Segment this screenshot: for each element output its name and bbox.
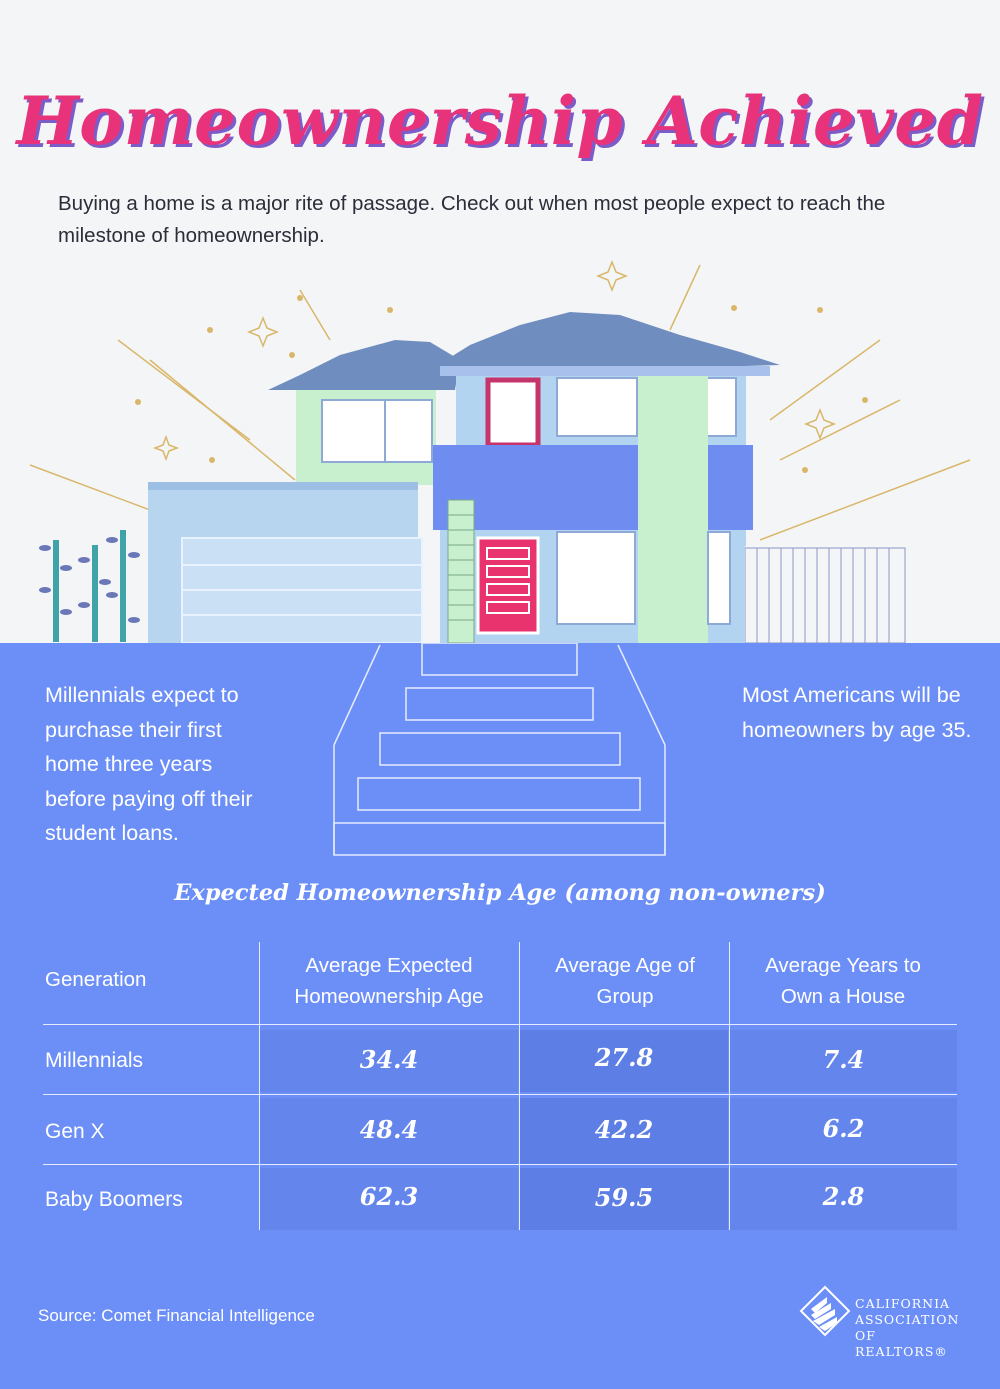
boomers-years-to-own: 2.8 bbox=[822, 1182, 865, 1211]
bamboo-plant bbox=[39, 530, 140, 642]
genx-years-to-own: 6.2 bbox=[822, 1114, 865, 1143]
source-credit: Source: Comet Financial Intelligence bbox=[38, 1306, 315, 1325]
genx-avg-age: 42.2 bbox=[594, 1115, 654, 1144]
logo-wordmark bbox=[855, 1296, 967, 1360]
boomers-avg-age: 59.5 bbox=[594, 1183, 654, 1212]
logo-line-3: OF REALTORS® bbox=[855, 1328, 948, 1359]
millennials-expected-age: 34.4 bbox=[359, 1045, 419, 1074]
realtors-emblem-icon bbox=[797, 1283, 853, 1353]
logo-line-2: ASSOCIATION bbox=[855, 1312, 960, 1327]
front-window bbox=[557, 532, 635, 624]
header-avg-age: Average Age of Group bbox=[555, 954, 695, 1008]
table-title: Expected Homeownership Age (among non-owners) bbox=[174, 880, 826, 906]
header-generation: Generation bbox=[45, 968, 147, 991]
left-roof bbox=[268, 340, 460, 390]
front-stairs bbox=[300, 643, 700, 863]
genx-expected-age: 48.4 bbox=[359, 1115, 419, 1144]
boomers-expected-age: 62.3 bbox=[359, 1182, 419, 1211]
millennials-years-to-own: 7.4 bbox=[822, 1045, 865, 1074]
row-label-gen-x: Gen X bbox=[45, 1120, 105, 1143]
millennials-note: Millennials expect to purchase their first home three years before paying off their student loans. bbox=[45, 683, 253, 845]
upper-door-frame bbox=[488, 380, 538, 445]
header-expected-age: Average Expected Homeownership Age bbox=[294, 954, 484, 1008]
fence bbox=[745, 548, 905, 643]
main-roof bbox=[430, 312, 780, 375]
green-column bbox=[638, 376, 708, 643]
row-label-baby-boomers: Baby Boomers bbox=[45, 1188, 183, 1211]
house-illustration bbox=[0, 250, 1000, 650]
americans-note: Most Americans will be homeowners by age 35. bbox=[742, 683, 972, 742]
page-title: Homeownership Achieved bbox=[16, 82, 984, 160]
logo-line-1: CALIFORNIA bbox=[855, 1296, 951, 1311]
upper-window bbox=[557, 378, 637, 436]
brick-column bbox=[448, 500, 474, 643]
millennials-avg-age: 27.8 bbox=[594, 1043, 654, 1072]
intro-text: Buying a home is a major rite of passage. Check out when most people expect to reach the milestone of homeownership. bbox=[58, 192, 886, 247]
upper-left-window bbox=[322, 400, 432, 462]
car-logo bbox=[797, 1283, 967, 1359]
homeownership-table bbox=[43, 942, 957, 1230]
header-years-to-own: Average Years to Own a House bbox=[765, 954, 921, 1008]
row-label-millennials: Millennials bbox=[45, 1049, 144, 1072]
